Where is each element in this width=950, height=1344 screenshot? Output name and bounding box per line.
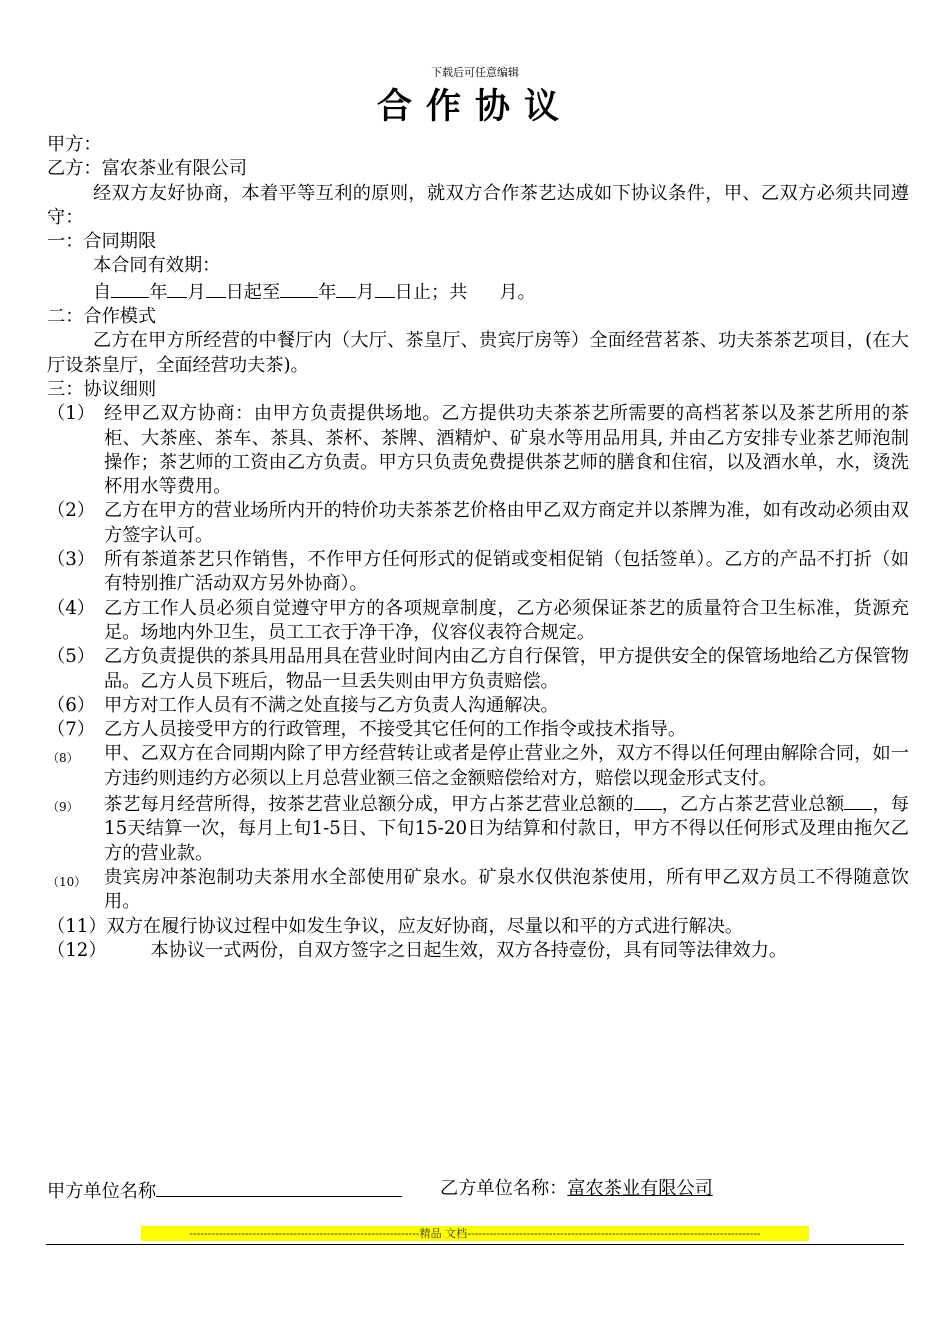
date-text: 日起至: [225, 281, 281, 303]
date-text: 日止；共: [394, 281, 468, 303]
section2-paragraph: 乙方在甲方所经营的中餐厅内（大厅、茶皇厅、贵宾厅房等）全面经营茗茶、功夫茶茶艺项目，(在大厅设茶皇厅，全面经营功夫茶)。: [47, 330, 909, 376]
clause-9: [47, 791, 909, 866]
blank-field: [206, 279, 226, 298]
clause-2: [47, 499, 909, 548]
blank-field: [634, 791, 662, 810]
clause-4: [47, 597, 909, 646]
date-text: 月: [187, 281, 206, 303]
clause-number: （8）: [47, 751, 79, 766]
validity-label: 本合同有效期：: [93, 255, 221, 277]
clause-text: 双方在履行协议过程中如发生争议，应友好协商，尽量以和平的方式进行解决。: [106, 915, 744, 937]
party-a-signature-blank: [156, 1176, 402, 1197]
blank-field: [280, 279, 318, 298]
blank-field: [111, 279, 149, 298]
clause-text-part: ，乙方占茶艺营业总额: [661, 794, 845, 816]
clause-5: [47, 645, 909, 694]
clause-text: 乙方负责提供的茶具用品用具在营业时间内由乙方自行保管，甲方提供安全的保管场地给乙方保管物品。乙方人员下班后，物品一旦丢失则由甲方负责赔偿。: [104, 646, 909, 692]
clause-number: （3）: [47, 549, 95, 571]
party-b-signature-label: 乙方单位名称：: [440, 1178, 568, 1199]
clause-3: [47, 548, 909, 597]
date-text: 年: [149, 281, 168, 303]
clause-number: （1）: [47, 403, 95, 425]
clause-text: 甲方对工作人员有不满之处直接与乙方负责人沟通解决。: [104, 694, 559, 716]
date-text: 自: [93, 281, 112, 303]
clause-8: [47, 742, 909, 791]
clause-text: 本协议一式两份，自双方签字之日起生效，双方各持壹份，具有同等法律效力。: [150, 939, 788, 961]
blank-field: [375, 279, 395, 298]
date-text: 年: [318, 281, 337, 303]
section3-heading: 三：协议细则: [47, 378, 157, 400]
clause-7: [47, 718, 909, 742]
blank-field: [167, 279, 187, 298]
clause-text: 甲、乙双方在合同期内除了甲方经营转让或者是停止营业之外，双方不得以任何理由解除合同，如一方违约则违约方必须以上月总营业额三倍之金额赔偿给对方，赔偿以现金形式支付。: [104, 743, 909, 789]
document-title: 合作协议: [376, 86, 573, 127]
blank-field: [336, 279, 356, 298]
clause-text: 乙方在甲方的营业场所内开的特价功夫茶茶艺价格由甲乙双方商定并以茶牌为准，如有改动必须由双方签字认可。: [104, 500, 909, 546]
party-b-signature: [440, 1176, 713, 1202]
document-body: [47, 133, 909, 963]
clause-number: （4）: [47, 597, 95, 619]
clause-text: [104, 791, 909, 866]
clause-10: [47, 866, 909, 915]
blank-field: [844, 791, 872, 810]
date-range-line: [47, 279, 909, 305]
clause-1: [47, 402, 909, 499]
clause-number: （10）: [47, 874, 87, 889]
clause-text: 乙方工作人员必须自觉遵守甲方的各项规章制度，乙方必须保证茶艺的质量符合卫生标准，货源充足。场地内外卫生，员工工衣于净干净，仪容仪表符合规定。: [104, 597, 909, 643]
clause-number: （5）: [47, 646, 95, 668]
clause-text: 贵宾房冲茶泡制功夫茶用水全部使用矿泉水。矿泉水仅供泡茶使用，所有甲乙双方员工不得随意饮用。: [104, 866, 909, 913]
party-b-line: 乙方：富农茶业有限公司: [47, 158, 248, 180]
footer-divider: [46, 1244, 904, 1245]
clause-6: [47, 694, 909, 718]
clause-text-part: 茶艺每月经营所得，按茶艺营业总额分成，甲方占茶艺营业总额的: [104, 794, 634, 816]
clause-number: （2）: [47, 500, 95, 522]
clause-text-part: ，每15天结算一次，每月上旬1-5日、下旬15-20日为结算和付款日，甲方不得以任何形式及理由拖欠乙方的营业款。: [104, 794, 909, 864]
clause-number: （11）: [47, 915, 107, 937]
clause-text: 所有茶道茶艺只作销售，不作甲方任何形式的促销或变相促销（包括签单）。乙方的产品不打折（如有特别推广活动双方另外协商）。: [104, 549, 909, 595]
party-a-signature-label: 甲方单位名称: [47, 1181, 157, 1202]
download-note: 下载后可任意编辑: [431, 66, 519, 79]
signature-line: [47, 1176, 907, 1205]
intro-paragraph: 经双方友好协商，本着平等互利的原则，就双方合作茶艺达成如下协议条件，甲、乙双方必须共同遵守：: [47, 182, 909, 228]
clause-11: [47, 915, 909, 939]
clause-text: 经甲乙双方协商：由甲方负责提供场地。乙方提供功夫茶茶艺所需要的高档茗茶以及茶艺所用的茶柜、大茶座、茶车、茶具、茶杯、茶牌、酒精炉、矿泉水等用品用具, 并由乙方安排专业茶艺师泡制操作；茶艺师的工资由乙方负责。甲方只负责免费提供茶艺师的膳食和住宿，以及酒水单，水，烫洗杯用水等费用。: [104, 403, 909, 498]
date-text: 月。: [499, 281, 536, 303]
clause-number: （7）: [47, 719, 95, 741]
party-b-company-name: 富农茶业有限公司: [567, 1178, 713, 1199]
section1-heading: 一：合同期限: [47, 231, 157, 253]
clause-number: （12）: [47, 939, 107, 961]
footer-banner: --------------------------------------------------------------精品 文档-------------------------------------------------------------------------------: [141, 1226, 809, 1241]
clause-number: （6）: [47, 694, 95, 716]
section2-heading: 二：合作模式: [47, 306, 157, 328]
date-text: 月: [356, 281, 375, 303]
clause-12: [47, 939, 909, 963]
clause-text: 乙方人员接受甲方的行政管理，不接受其它任何的工作指令或技术指导。: [104, 719, 687, 741]
party-a-line: 甲方：: [47, 134, 102, 155]
clause-number: （9）: [47, 800, 79, 815]
